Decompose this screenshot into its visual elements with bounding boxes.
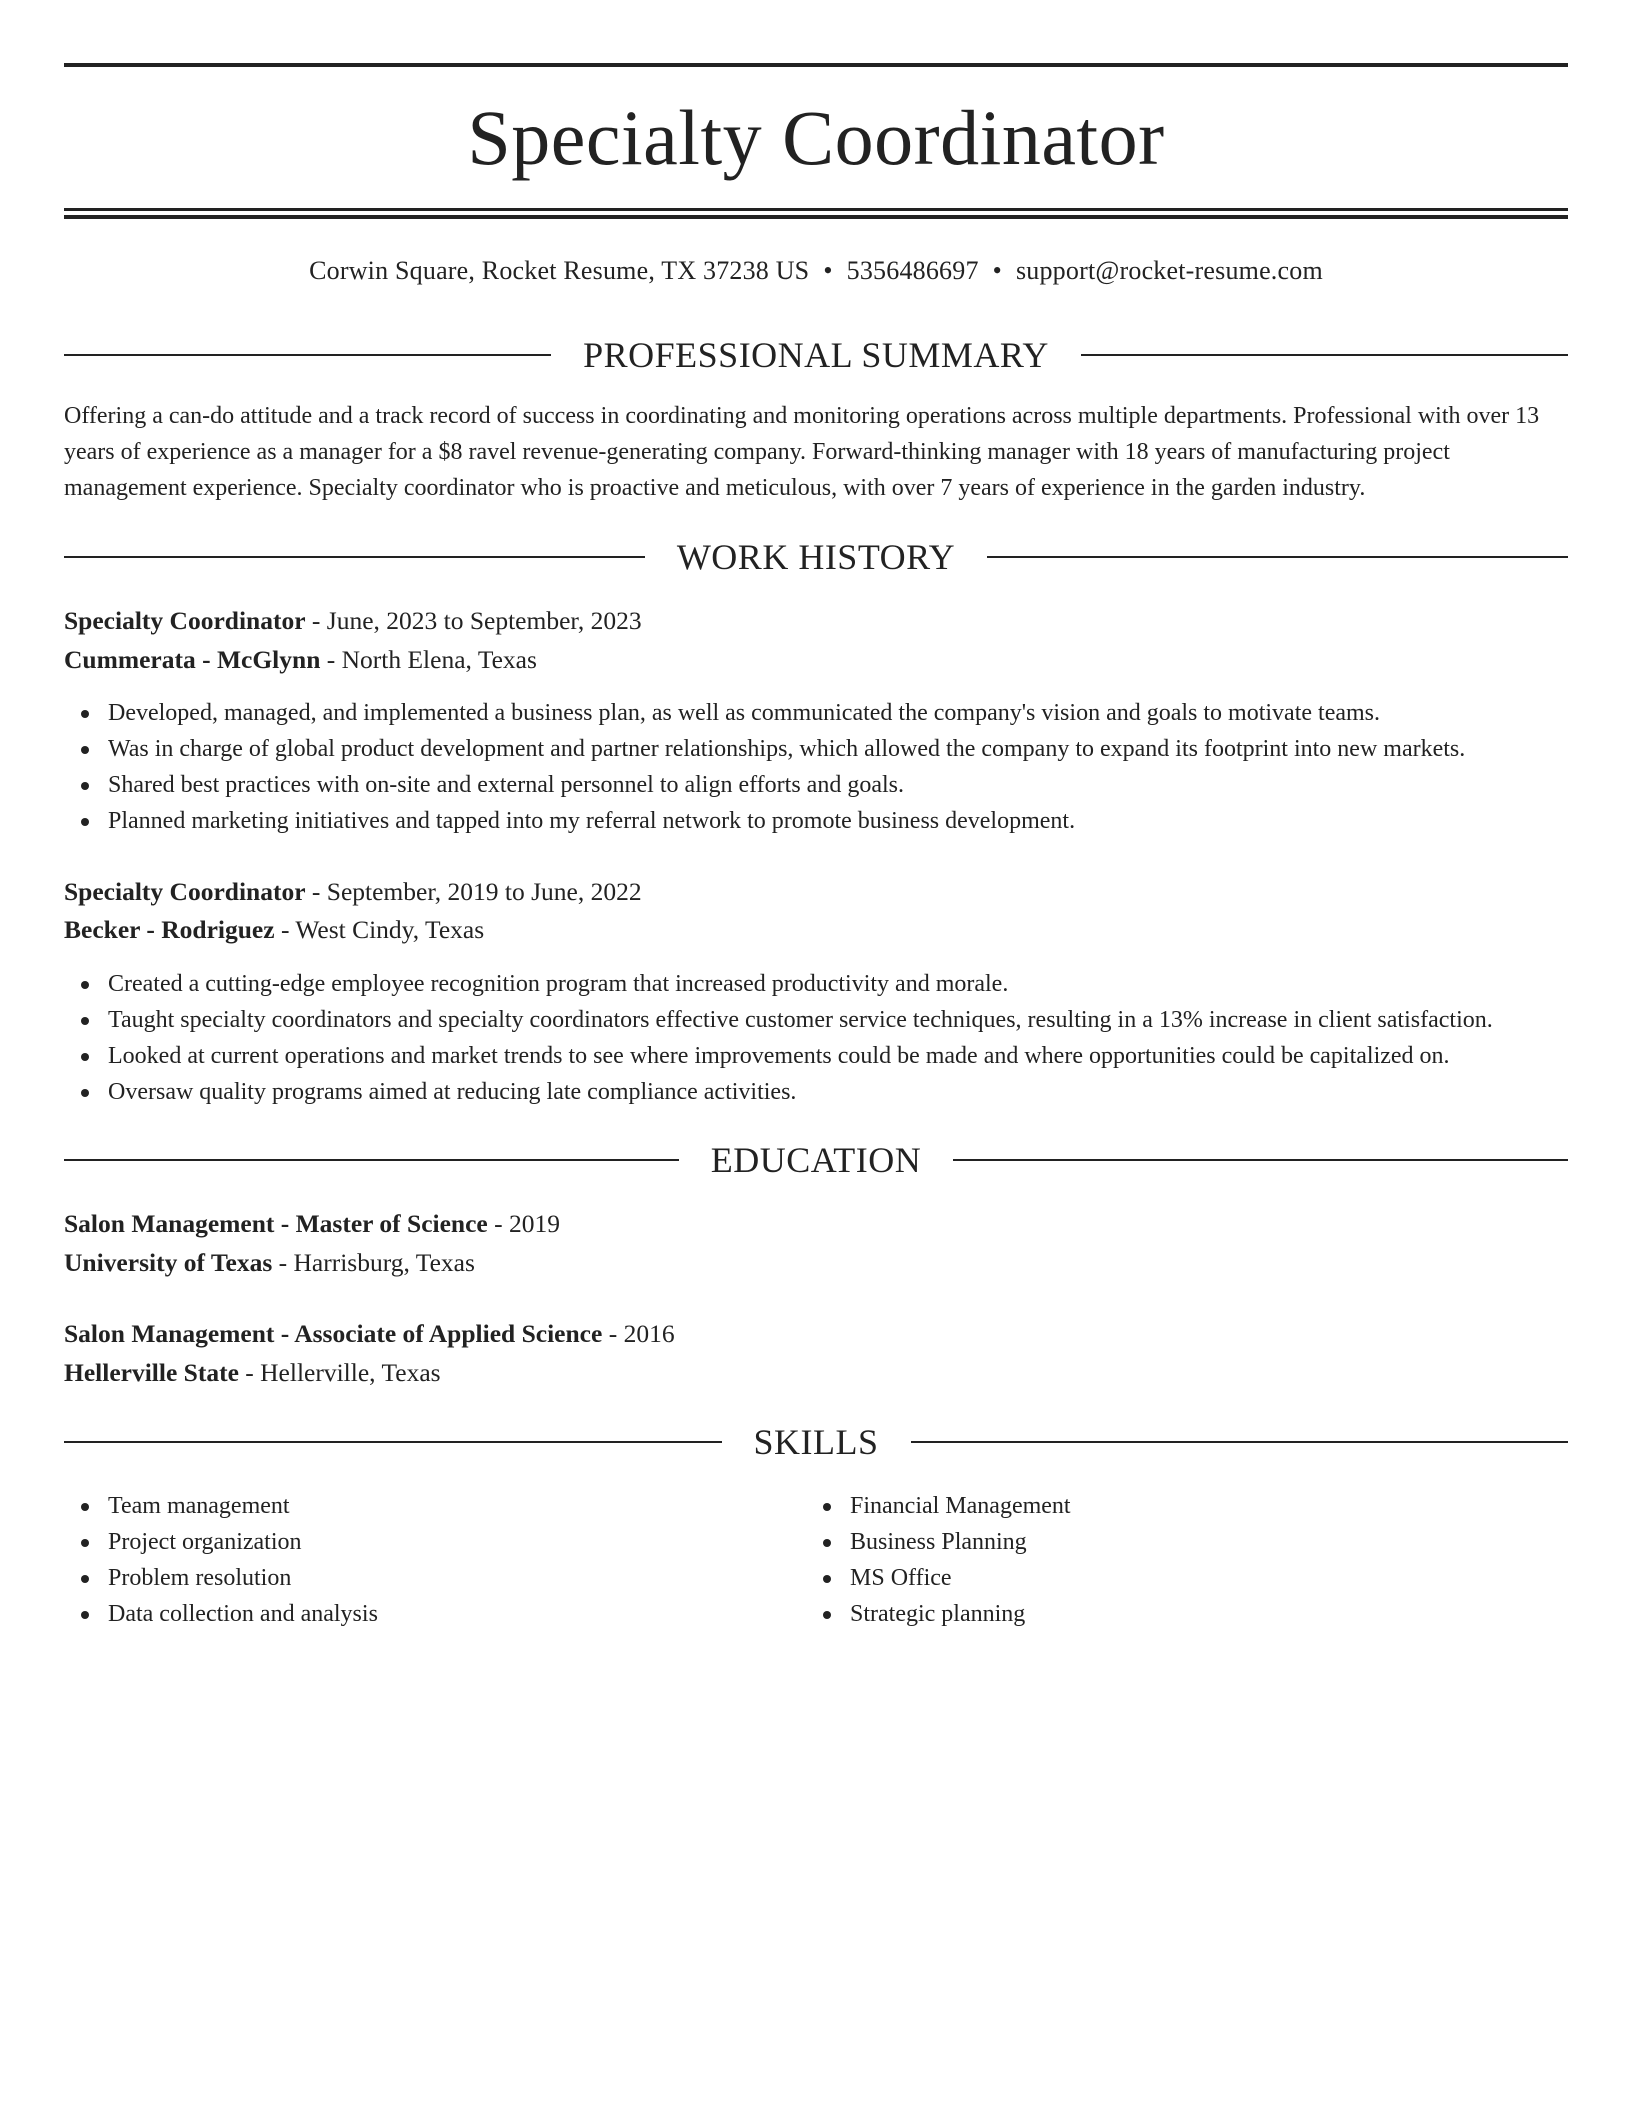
job-location: - North Elena, Texas — [320, 645, 537, 674]
school-line — [64, 1245, 1568, 1281]
heading-rule-left — [64, 354, 551, 356]
degree-year: - 2016 — [602, 1319, 675, 1348]
education-section-heading — [64, 1138, 1568, 1182]
heading-rule-left — [64, 1159, 679, 1161]
degree-year: - 2019 — [487, 1209, 560, 1238]
skill-text: Business Planning — [850, 1529, 1027, 1555]
list-item — [806, 1488, 1546, 1524]
list-item — [64, 1596, 804, 1632]
list-item — [64, 1524, 804, 1560]
list-item — [64, 695, 1568, 731]
bullet-text: Developed, managed, and implemented a business plan, as well as communicated the company's vision and goals to motivate teams. — [108, 700, 1380, 726]
contact-separator: • — [823, 256, 833, 285]
contact-phone: 5356486697 — [846, 256, 979, 285]
bullet-icon — [823, 1539, 831, 1547]
bullet-text: Was in charge of global product development and partner relationships, which allowed the company to expand its footprint into new markets. — [108, 736, 1466, 762]
contact-line — [64, 254, 1568, 288]
bullet-icon — [81, 1575, 89, 1583]
bullet-icon — [81, 746, 89, 754]
job-title-line — [64, 874, 1568, 910]
list-item — [64, 767, 1568, 803]
school-name: Hellerville State — [64, 1358, 239, 1387]
contact-address: Corwin Square, Rocket Resume, TX 37238 US — [309, 256, 810, 285]
bullet-icon — [81, 981, 89, 989]
bullet-icon — [81, 1053, 89, 1061]
job-dates: - September, 2019 to June, 2022 — [305, 877, 642, 906]
job-company: Cummerata - McGlynn — [64, 645, 321, 674]
heading-rule-left — [64, 1441, 722, 1443]
list-item — [806, 1524, 1546, 1560]
job-company-line — [64, 642, 1568, 678]
school-line — [64, 1355, 1568, 1391]
list-item — [64, 1038, 1568, 1074]
job-title-line — [64, 603, 1568, 639]
bullet-text: Looked at current operations and market trends to see where improvements could be made and where opportunities could be capitalized on. — [108, 1043, 1450, 1069]
degree-title: Salon Management - Master of Science — [64, 1209, 488, 1238]
list-item — [806, 1596, 1546, 1632]
summary-text: Offering a can-do attitude and a track record of success in coordinating and monitoring operations across multiple departments. Professional with over 13 years of experience as a manager for a $8 ravel revenue-generating company. Forward-thinking manager with 18 years of manufacturing project management experience. Specialty coordinator who is proactive and meticulous, with over 7 years of experience in the garden industry. — [64, 403, 1540, 501]
list-item — [64, 966, 1568, 1002]
job-location: - West Cindy, Texas — [274, 915, 485, 944]
bullet-icon — [823, 1503, 831, 1511]
job-bullet-list — [64, 695, 1568, 839]
heading-rule-left — [64, 556, 645, 558]
list-item — [64, 1488, 804, 1524]
resume-name: Specialty Coordinator — [467, 94, 1165, 181]
job-company: Becker - Rodriguez — [64, 915, 275, 944]
section-title: SKILLS — [753, 1422, 879, 1462]
top-rule — [64, 63, 1568, 67]
list-item — [64, 1560, 804, 1596]
bullet-icon — [81, 710, 89, 718]
bullet-text: Shared best practices with on-site and external personnel to align efforts and goals. — [108, 772, 904, 798]
bullet-icon — [81, 1089, 89, 1097]
bullet-icon — [81, 1503, 89, 1511]
bullet-icon — [81, 1017, 89, 1025]
bullet-text: Created a cutting-edge employee recognition program that increased productivity and morale. — [108, 971, 1009, 997]
list-item — [64, 803, 1568, 839]
skill-text: Problem resolution — [108, 1565, 292, 1591]
skill-text: Project organization — [108, 1529, 302, 1555]
heading-rule-right — [953, 1159, 1568, 1161]
heading-rule-right — [987, 556, 1568, 558]
bullet-text: Taught specialty coordinators and specialty coordinators effective customer service techniques, resulting in a 13% increase in client satisfaction. — [108, 1007, 1493, 1033]
contact-email: support@rocket-resume.com — [1015, 256, 1323, 285]
skills-list-left — [64, 1488, 804, 1632]
section-title: EDUCATION — [710, 1140, 922, 1180]
contact-separator: • — [992, 256, 1002, 285]
job-dates: - June, 2023 to September, 2023 — [305, 606, 642, 635]
header-double-rule-upper — [64, 208, 1568, 211]
list-item — [64, 1074, 1568, 1110]
skill-text: Team management — [108, 1493, 290, 1519]
bullet-icon — [823, 1611, 831, 1619]
heading-rule-right — [911, 1441, 1569, 1443]
skills-section-heading — [64, 1420, 1568, 1464]
bullet-icon — [81, 1539, 89, 1547]
list-item — [64, 731, 1568, 767]
summary-section-heading — [64, 333, 1568, 377]
section-title: PROFESSIONAL SUMMARY — [583, 335, 1049, 375]
skill-text: Financial Management — [850, 1493, 1071, 1519]
work-section-heading — [64, 535, 1568, 579]
degree-title: Salon Management - Associate of Applied Science — [64, 1319, 603, 1348]
skills-list-right — [806, 1488, 1546, 1632]
job-title: Specialty Coordinator — [64, 877, 306, 906]
bullet-text: Oversaw quality programs aimed at reducing late compliance activities. — [108, 1079, 797, 1105]
bullet-icon — [823, 1575, 831, 1583]
skill-text: Data collection and analysis — [108, 1601, 378, 1627]
school-location: - Hellerville, Texas — [238, 1358, 441, 1387]
job-bullet-list — [64, 966, 1568, 1110]
bullet-text: Planned marketing initiatives and tapped into my referral network to promote business development. — [108, 808, 1076, 834]
section-title: WORK HISTORY — [676, 537, 956, 577]
bullet-icon — [81, 818, 89, 826]
bullet-icon — [81, 1611, 89, 1619]
list-item — [64, 1002, 1568, 1038]
bullet-icon — [81, 782, 89, 790]
job-title: Specialty Coordinator — [64, 606, 306, 635]
degree-line — [64, 1316, 1568, 1352]
degree-line — [64, 1206, 1568, 1242]
school-location: - Harrisburg, Texas — [272, 1248, 475, 1277]
skill-text: Strategic planning — [850, 1601, 1026, 1627]
header-double-rule-lower — [64, 215, 1568, 219]
list-item — [806, 1560, 1546, 1596]
heading-rule-right — [1081, 354, 1568, 356]
school-name: University of Texas — [64, 1248, 273, 1277]
job-company-line — [64, 912, 1568, 948]
skill-text: MS Office — [850, 1565, 952, 1591]
